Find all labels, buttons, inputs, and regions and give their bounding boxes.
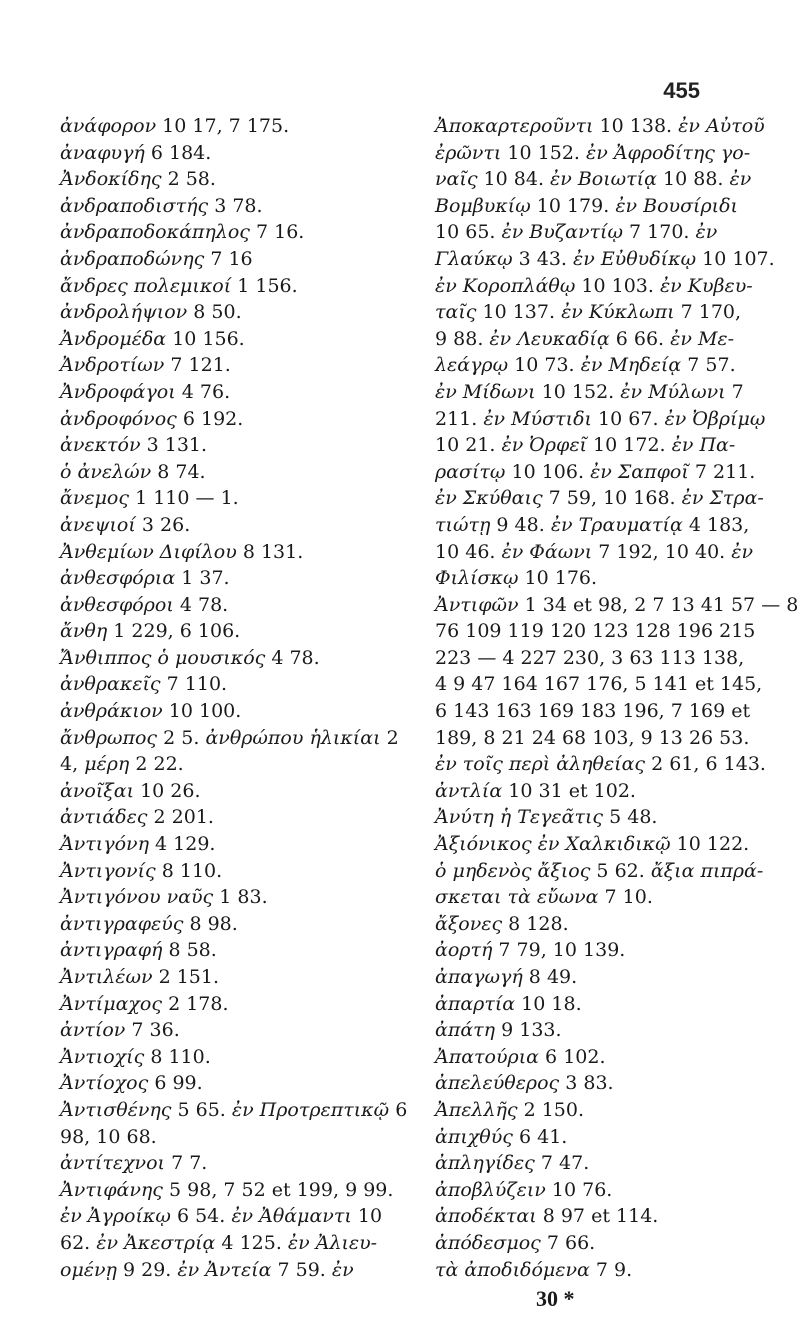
index-line: Ἀντισθένης 5 65. ἐν Προτρεπτικῷ 6 — [60, 1098, 408, 1121]
index-line: ταῖς 10 137. ἐν Κύκλωπι 7 170, — [435, 301, 742, 324]
index-line: ἀπληγίδες 7 47. — [435, 1152, 590, 1175]
index-line: ἄνθη 1 229, 6 106. — [60, 620, 241, 643]
index-line: ἀνεκτόν 3 131. — [60, 434, 208, 457]
index-line: Ἀντιγόνου ναῦς 1 83. — [60, 886, 268, 909]
index-line: ἀπόδεσμος 7 66. — [435, 1231, 596, 1254]
index-line: ἐν Σκύθαις 7 59, 10 168. ἐν Στρα- — [435, 487, 764, 510]
index-line: ἄνθρωπος 2 5. ἀνθρώπου ἡλικίαι 2 — [60, 726, 399, 749]
index-line: ἀπαρτία 10 18. — [435, 992, 582, 1015]
index-line: Ἀνδροφάγοι 4 76. — [60, 380, 231, 403]
index-line: ἀπάτη 9 133. — [435, 1019, 562, 1042]
index-line: Ἀπατούρια 6 102. — [435, 1045, 606, 1068]
index-line: ἐρῶντι 10 152. ἐν Ἀφροδίτης γο- — [435, 141, 751, 164]
index-line: ναῖς 10 84. ἐν Βοιωτίᾳ 10 88. ἐν — [435, 168, 752, 191]
index-line: 6 143 163 169 183 196, 7 169 et — [435, 700, 751, 723]
index-line: ἀορτή 7 79, 10 139. — [435, 939, 626, 962]
index-line: ἀπαγωγή 8 49. — [435, 966, 578, 988]
index-line: ἀνθράκιον 10 100. — [60, 700, 242, 723]
index-line: ὁ ἀνελών 8 74. — [60, 460, 206, 483]
index-line: ἀνθρακεῖς 7 110. — [60, 673, 228, 696]
index-line: ἄνδρες πολεμικοί 1 156. — [60, 274, 298, 297]
index-line: 98, 10 68. — [60, 1125, 157, 1148]
index-line: 9 88. ἐν Λευκαδίᾳ 6 66. ἐν Με- — [435, 327, 735, 350]
index-line: ἀπιχθύς 6 41. — [435, 1125, 568, 1148]
index-line: ἀνδραποδώνης 7 16 — [60, 247, 253, 270]
index-line: Φιλίσκῳ 10 176. — [435, 567, 598, 590]
right-column — [435, 113, 799, 1283]
left-column — [60, 113, 408, 1283]
index-line: Ἀνύτη ἡ Τεγεᾶτις 5 48. — [435, 806, 658, 829]
index-line: ἀνεψιοί 3 26. — [60, 513, 191, 536]
index-line: ἀναφυγή 6 184. — [60, 141, 212, 164]
index-line: ἄνεμος 1 110 — 1. — [60, 487, 239, 510]
index-line: ἀπελεύθερος 3 83. — [435, 1072, 614, 1095]
index-line: ἀνάφορον 10 17, 7 175. — [60, 115, 290, 137]
index-line: 189, 8 21 24 68 103, 9 13 26 53. — [435, 726, 750, 749]
index-line: Ἀνθεμίων Διφίλου 8 131. — [60, 540, 304, 563]
index-line: Ἀποκαρτεροῦντι 10 138. ἐν Αὐτοῦ — [435, 115, 765, 137]
index-line: ἀντιγραφή 8 58. — [60, 939, 217, 962]
index-line: σκεται τὰ εὔωνα 7 10. — [435, 886, 653, 909]
index-line: 62. ἐν Ἀκεστρίᾳ 4 125. ἐν Ἀλιευ- — [60, 1231, 378, 1254]
index-line: Ἀνδρομέδα 10 156. — [60, 327, 245, 350]
index-line: Ἄνθιππος ὁ μουσικός 4 78. — [60, 646, 320, 669]
index-line: Γλαύκῳ 3 43. ἐν Εὐθυδίκῳ 10 107. — [435, 247, 775, 270]
index-line: Ἀντιγονίς 8 110. — [60, 859, 223, 882]
index-line: 4 9 47 164 167 176, 5 141 et 145, — [435, 673, 763, 696]
index-line: ἐν τοῖς περὶ ἀληθείας 2 61, 6 143. — [435, 753, 766, 776]
page-number: 455 — [663, 78, 700, 103]
index-line: τιώτῃ 9 48. ἐν Τραυματίᾳ 4 183, — [435, 513, 750, 536]
index-line: 10 21. ἐν Ὀρφεῖ 10 172. ἐν Πα- — [435, 434, 736, 457]
index-line: Ἀντιφῶν 1 34 et 98, 2 7 13 41 57 — 8 — [435, 593, 799, 616]
index-line: ἀποβλύζειν 10 76. — [435, 1178, 613, 1201]
index-line: ἀντίον 7 36. — [60, 1019, 180, 1042]
index-line: Ἀξιόνικος ἐν Χαλκιδικῷ 10 122. — [435, 833, 750, 856]
index-line: ἀνθεσφόρια 1 37. — [60, 567, 230, 590]
index-line: ἐν Κοροπλάθῳ 10 103. ἐν Κυβευ- — [435, 274, 753, 297]
index-line: ἀνδροφόνος 6 192. — [60, 407, 244, 430]
index-line: τὰ ἀποδιδόμενα 7 9. — [435, 1258, 633, 1281]
index-line: Βομβυκίῳ 10 179. ἐν Βουσίριδι — [435, 194, 739, 217]
index-line: 10 46. ἐν Φάωνι 7 192, 10 40. ἐν — [435, 540, 753, 563]
index-line: ἀνοῖξαι 10 26. — [60, 779, 201, 802]
index-line: ἄξονες 8 128. — [435, 912, 569, 935]
index-line: ἀντίτεχνοι 7 7. — [60, 1152, 208, 1175]
index-line: λεάγρῳ 10 73. ἐν Μηδείᾳ 7 57. — [435, 354, 736, 377]
index-line: ρασίτῳ 10 106. ἐν Σαπφοῖ 7 211. — [435, 460, 756, 483]
index-line: Ἀνδροτίων 7 121. — [60, 354, 231, 377]
index-line: 223 — 4 227 230, 3 63 113 138, — [435, 646, 745, 669]
index-line: ὁ μηδενὸς ἄξιος 5 62. ἄξια πιπρά- — [435, 859, 764, 882]
index-line: 211. ἐν Μύστιδι 10 67. ἐν Ὀβρίμῳ — [435, 407, 766, 430]
index-line: Ἀπελλῆς 2 150. — [435, 1098, 585, 1121]
index-line: Ἀντιοχίς 8 110. — [60, 1045, 211, 1068]
index-line: ἐν Ἀγροίκῳ 6 54. ἐν Ἀθάμαντι 10 — [60, 1205, 383, 1228]
index-line: ἀντιάδες 2 201. — [60, 806, 214, 829]
index-line: ἀνδραποδοκάπηλος 7 16. — [60, 221, 305, 244]
printer-signature: 30 * — [536, 1286, 575, 1311]
index-line: Ἀντιγόνη 4 129. — [60, 833, 216, 856]
index-line: 76 109 119 120 123 128 196 215 — [435, 620, 756, 643]
index-line: ἀντιγραφεύς 8 98. — [60, 912, 238, 935]
index-line: ομένῃ 9 29. ἐν Ἀντεία 7 59. ἐν — [60, 1258, 354, 1281]
index-line: Ἀντιλέων 2 151. — [60, 966, 220, 988]
index-line: ἀνθεσφόροι 4 78. — [60, 593, 229, 616]
index-line: Ἀνδοκίδης 2 58. — [60, 168, 216, 191]
index-line: ἀνδραποδιστής 3 78. — [60, 194, 263, 217]
index-line: Ἀντιφάνης 5 98, 7 52 et 199, 9 99. — [60, 1178, 394, 1201]
index-line: Ἀντίμαχος 2 178. — [60, 992, 229, 1015]
index-line: ἀνδρολήψιον 8 50. — [60, 301, 242, 324]
index-line: 4, μέρη 2 22. — [60, 753, 184, 776]
index-line: 10 65. ἐν Βυζαντίῳ 7 170. ἐν — [435, 221, 718, 244]
index-line: ἐν Μίδωνι 10 152. ἐν Μύλωνι 7 — [435, 380, 744, 403]
index-line: ἀποδέκται 8 97 et 114. — [435, 1205, 659, 1228]
index-line: ἀντλία 10 31 et 102. — [435, 779, 636, 802]
index-line: Ἀντίοχος 6 99. — [60, 1072, 203, 1095]
